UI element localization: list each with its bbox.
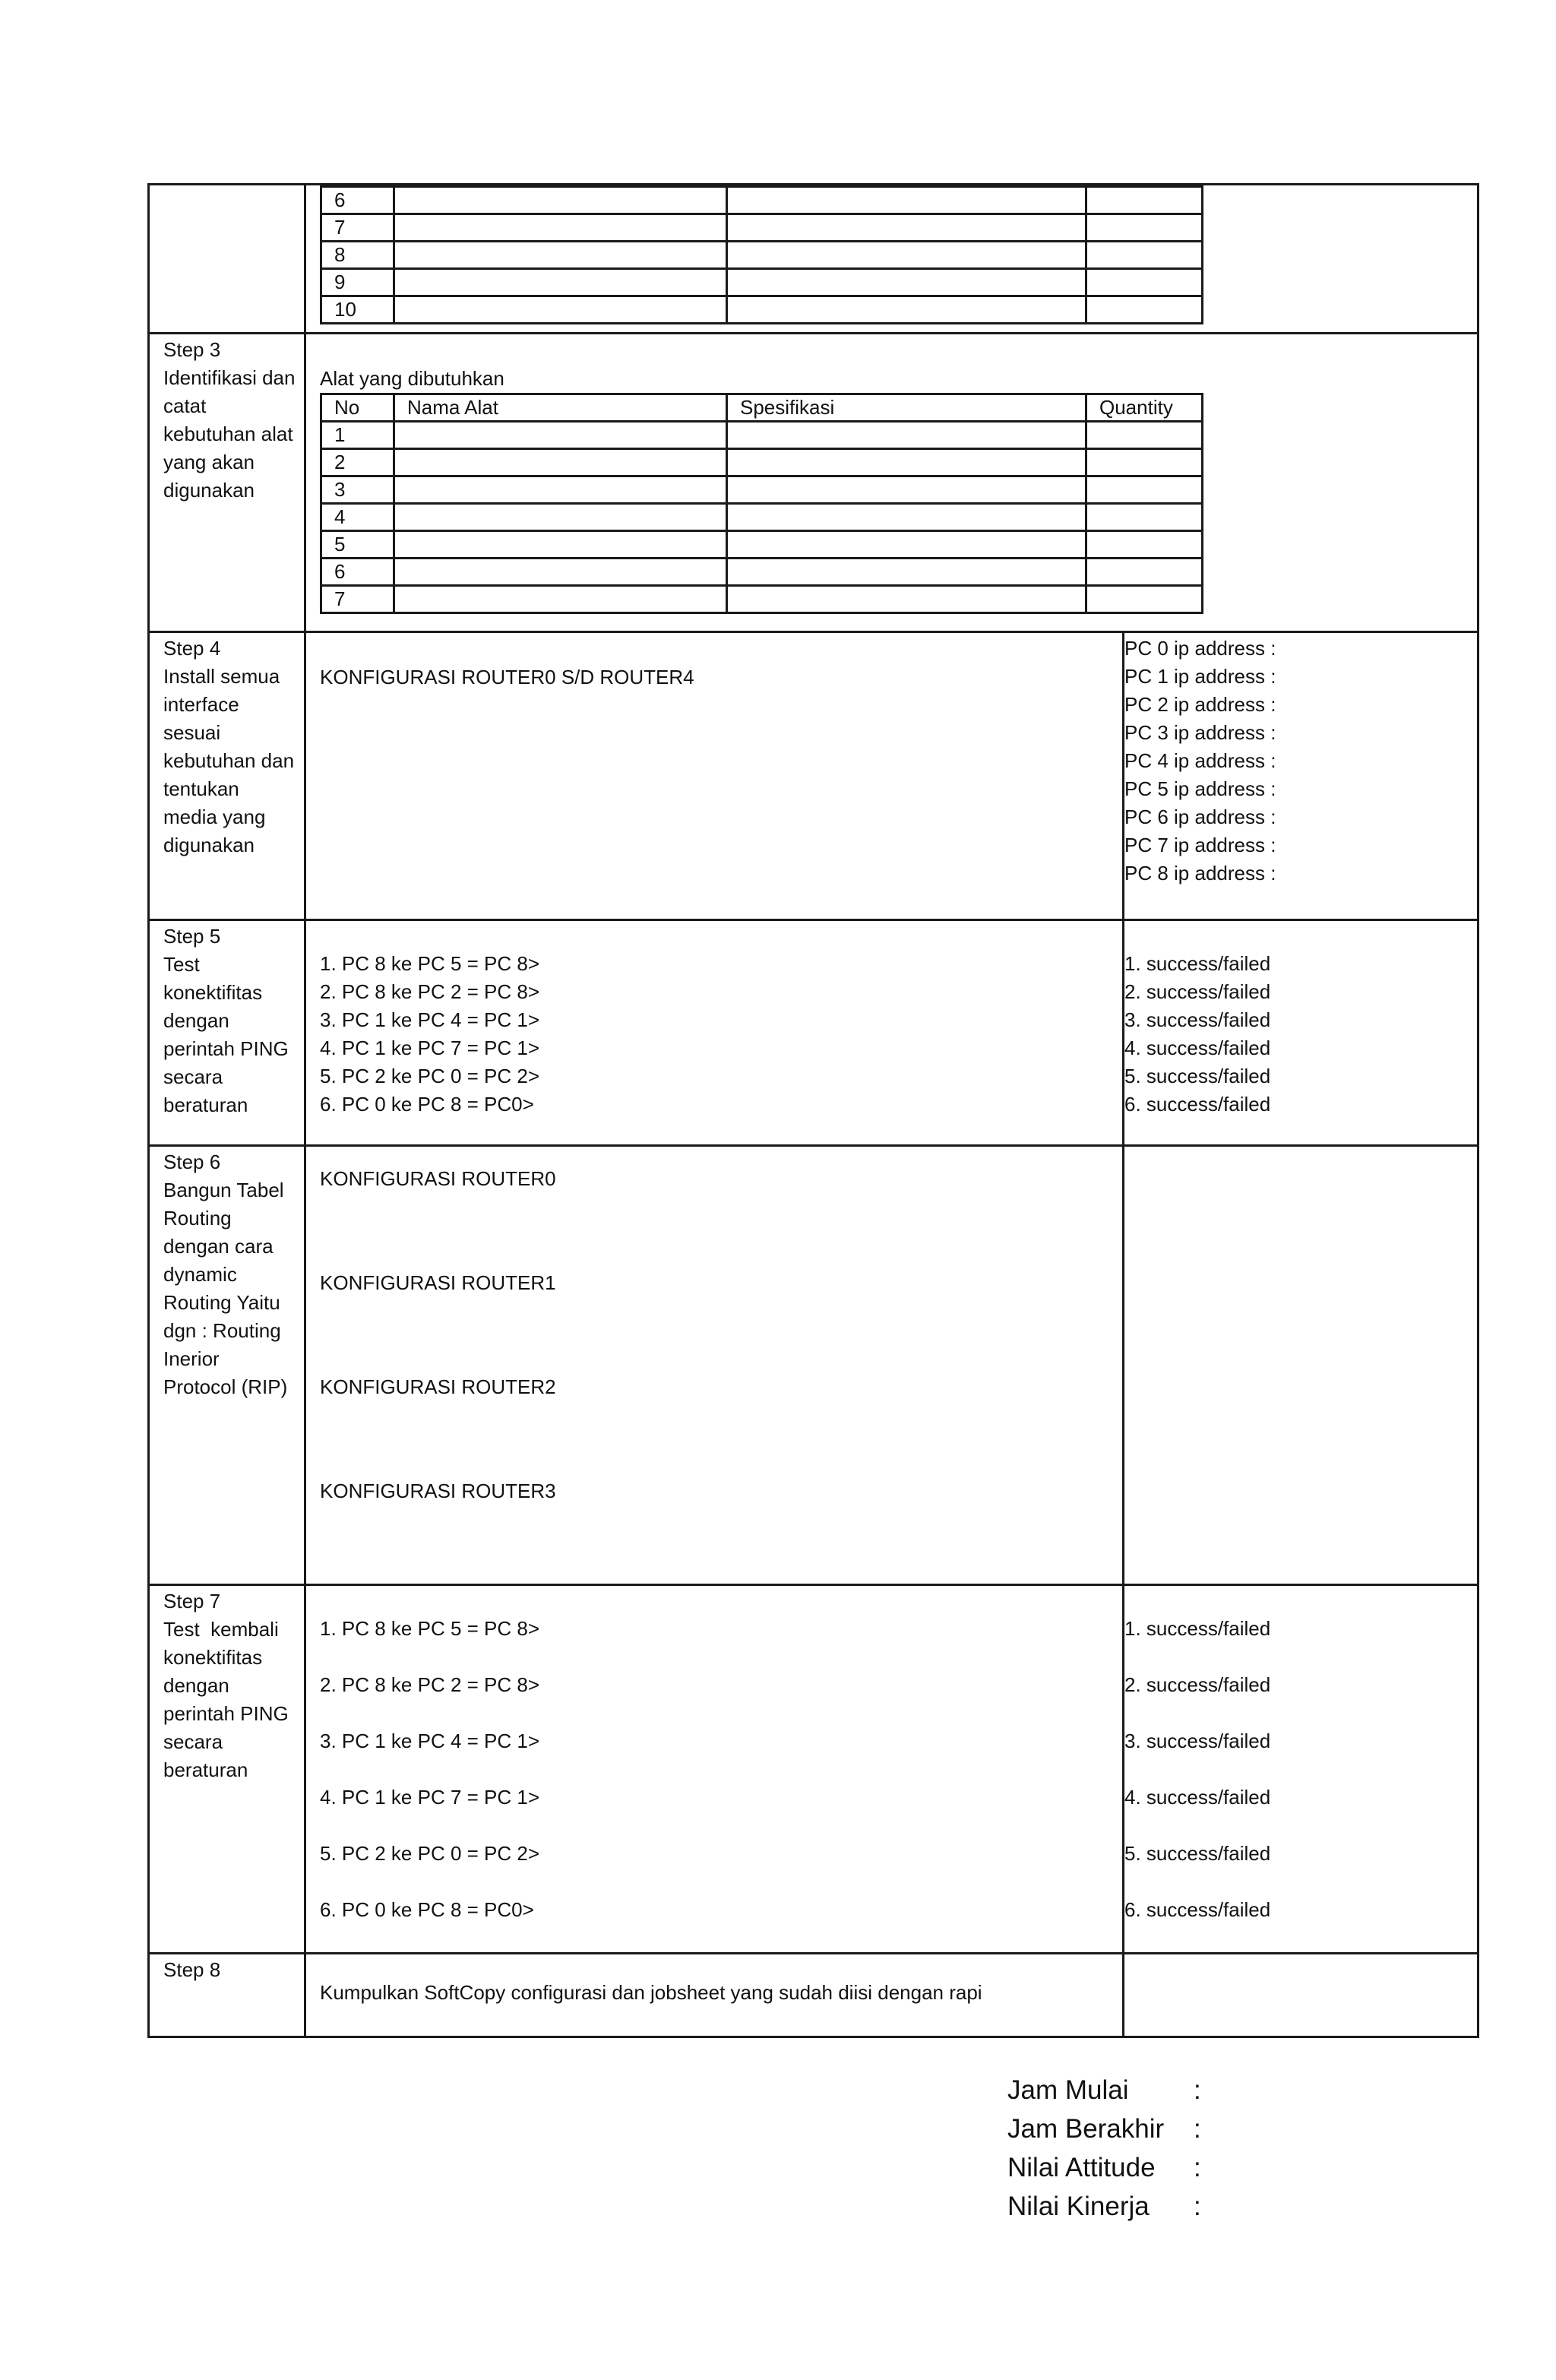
equipment-row xyxy=(321,422,1203,449)
row-number: 5 xyxy=(321,531,394,559)
equipment-row xyxy=(321,531,1203,559)
ip-address-line: PC 5 ip address : xyxy=(1124,777,1276,800)
step-4-label xyxy=(149,632,305,920)
empty-cell xyxy=(1086,296,1203,324)
step-4-ip-list xyxy=(1124,632,1479,920)
empty-cell xyxy=(1086,559,1203,586)
empty-cell xyxy=(394,422,727,449)
empty-cell xyxy=(394,531,727,559)
equipment-row xyxy=(321,296,1203,324)
ip-address-line: PC 0 ip address : xyxy=(1124,637,1276,660)
ping-test-line: 2. PC 8 ke PC 2 = PC 8> xyxy=(320,980,540,1003)
ping-test-line: 4. PC 1 ke PC 7 = PC 1> xyxy=(320,1786,540,1809)
step-7-results xyxy=(1124,1585,1479,1954)
ping-result-line: 4. success/failed xyxy=(1124,1786,1271,1809)
ip-address-line: PC 2 ip address : xyxy=(1124,693,1276,716)
empty-cell xyxy=(1086,242,1203,269)
step-3-row xyxy=(149,334,1479,632)
ping-test-line: 1. PC 8 ke PC 5 = PC 8> xyxy=(320,1617,540,1640)
row-number: 7 xyxy=(321,586,394,613)
ip-address-line: PC 7 ip address : xyxy=(1124,834,1276,856)
empty-cell xyxy=(1086,187,1203,214)
step-5-tests xyxy=(305,920,1124,1146)
empty-cell xyxy=(394,559,727,586)
step-4-row xyxy=(149,632,1479,920)
empty-cell xyxy=(1086,586,1203,613)
equipment-title: Alat yang dibutuhkan xyxy=(320,367,504,390)
empty-cell xyxy=(1086,422,1203,449)
ping-test-line: 5. PC 2 ke PC 0 = PC 2> xyxy=(320,1065,540,1087)
empty-cell xyxy=(394,187,727,214)
empty-cell xyxy=(727,559,1086,586)
row-number: 2 xyxy=(321,449,394,476)
empty-cell xyxy=(1086,449,1203,476)
footer-nilai-kinerja: Nilai Kinerja : xyxy=(1007,2192,1201,2221)
ip-address-line: PC 1 ip address : xyxy=(1124,665,1276,688)
ping-result-line: 4. success/failed xyxy=(1124,1037,1271,1059)
continuation-step-cell xyxy=(149,185,305,334)
ping-test-line: 1. PC 8 ke PC 5 = PC 8> xyxy=(320,952,540,975)
step-5-label xyxy=(149,920,305,1146)
step-7-tests xyxy=(305,1585,1124,1954)
empty-cell xyxy=(394,242,727,269)
empty-cell xyxy=(394,296,727,324)
empty-cell xyxy=(1086,504,1203,531)
ping-result-line: 6. success/failed xyxy=(1124,1898,1271,1921)
ping-result-line: 1. success/failed xyxy=(1124,952,1271,975)
empty-cell xyxy=(727,586,1086,613)
continuation-content-cell xyxy=(305,185,1479,334)
equipment-row xyxy=(321,242,1203,269)
step-8-text: Step 8 xyxy=(163,1958,221,1981)
row-number: 8 xyxy=(321,242,394,269)
ping-result-line: 2. success/failed xyxy=(1124,980,1271,1003)
score-footer xyxy=(1007,2071,1201,2226)
step-6-row xyxy=(149,1146,1479,1585)
step-3-text: Step 3 Identifikasi dan catat kebutuhan alat yang akan digunakan xyxy=(163,338,296,502)
ping-result-line: 6. success/failed xyxy=(1124,1093,1271,1116)
empty-cell xyxy=(727,214,1086,242)
equipment-row xyxy=(321,559,1203,586)
ping-result-line: 2. success/failed xyxy=(1124,1673,1271,1696)
step-6-empty xyxy=(1124,1146,1479,1585)
empty-cell xyxy=(394,476,727,504)
empty-cell xyxy=(727,531,1086,559)
step-7-row xyxy=(149,1585,1479,1954)
ip-address-line: PC 6 ip address : xyxy=(1124,805,1276,828)
step-4-text: Step 4 Install semua interface sesuai kebutuhan dan tentukan media yang digunakan xyxy=(163,637,295,856)
step-7-label xyxy=(149,1585,305,1954)
router-config-line: KONFIGURASI ROUTER1 xyxy=(320,1271,556,1294)
ping-test-line: 2. PC 8 ke PC 2 = PC 8> xyxy=(320,1673,540,1696)
step-8-empty xyxy=(1124,1954,1479,2037)
empty-cell xyxy=(727,504,1086,531)
jobsheet-table xyxy=(147,183,1479,2038)
equipment-row xyxy=(321,476,1203,504)
ping-test-line: 6. PC 0 ke PC 8 = PC0> xyxy=(320,1093,534,1116)
row-number: 6 xyxy=(321,187,394,214)
router-config-line: KONFIGURASI ROUTER3 xyxy=(320,1480,556,1502)
equipment-table-continued xyxy=(320,185,1203,324)
empty-cell xyxy=(727,296,1086,324)
equipment-header-row xyxy=(321,394,1203,422)
row-number: 4 xyxy=(321,504,394,531)
step-4-content xyxy=(305,632,1124,920)
ping-result-line: 5. success/failed xyxy=(1124,1842,1271,1865)
row-number: 6 xyxy=(321,559,394,586)
header-spesifikasi: Spesifikasi xyxy=(727,394,1086,422)
empty-cell xyxy=(1086,476,1203,504)
equipment-row xyxy=(321,504,1203,531)
step-8-label xyxy=(149,1954,305,2037)
row-number: 9 xyxy=(321,269,394,296)
step-6-label xyxy=(149,1146,305,1585)
header-quantity: Quantity xyxy=(1086,394,1203,422)
step-5-text: Step 5 Test konektifitas dengan perintah PING secara beraturan xyxy=(163,925,289,1116)
router-config-line: KONFIGURASI ROUTER0 xyxy=(320,1167,556,1190)
empty-cell xyxy=(727,422,1086,449)
step-3-content xyxy=(305,334,1479,632)
ping-test-line: 4. PC 1 ke PC 7 = PC 1> xyxy=(320,1037,540,1059)
step-4-config-text: KONFIGURASI ROUTER0 S/D ROUTER4 xyxy=(320,666,694,688)
row-number: 7 xyxy=(321,214,394,242)
router-config-line: KONFIGURASI ROUTER2 xyxy=(320,1375,556,1398)
ping-test-line: 6. PC 0 ke PC 8 = PC0> xyxy=(320,1898,534,1921)
header-nama-alat: Nama Alat xyxy=(394,394,727,422)
equipment-row xyxy=(321,449,1203,476)
step-6-configs xyxy=(305,1146,1124,1585)
step-8-instruction: Kumpulkan SoftCopy configurasi dan jobsheet yang sudah diisi dengan rapi xyxy=(320,1981,982,2004)
empty-cell xyxy=(727,449,1086,476)
ping-result-line: 1. success/failed xyxy=(1124,1617,1271,1640)
step-8-row xyxy=(149,1954,1479,2037)
empty-cell xyxy=(394,449,727,476)
step-6-text: Step 6 Bangun Tabel Routing dengan cara dynamic Routing Yaitu dgn : Routing Inerior Protocol (RIP) xyxy=(163,1150,288,1398)
footer-jam-mulai: Jam Mulai : xyxy=(1007,2075,1201,2105)
row-number: 1 xyxy=(321,422,394,449)
empty-cell xyxy=(1086,214,1203,242)
ping-result-line: 3. success/failed xyxy=(1124,1008,1271,1031)
row-number: 10 xyxy=(321,296,394,324)
step-3-label xyxy=(149,334,305,632)
equipment-table xyxy=(320,393,1203,614)
ip-address-line: PC 8 ip address : xyxy=(1124,862,1276,885)
header-no: No xyxy=(321,394,394,422)
step-5-row xyxy=(149,920,1479,1146)
empty-cell xyxy=(727,269,1086,296)
empty-cell xyxy=(727,476,1086,504)
step-5-results xyxy=(1124,920,1479,1146)
ip-address-line: PC 4 ip address : xyxy=(1124,749,1276,772)
equipment-row xyxy=(321,214,1203,242)
empty-cell xyxy=(1086,269,1203,296)
row-number: 3 xyxy=(321,476,394,504)
step-8-content xyxy=(305,1954,1124,2037)
empty-cell xyxy=(394,504,727,531)
empty-cell xyxy=(394,214,727,242)
empty-cell xyxy=(394,586,727,613)
equipment-row xyxy=(321,269,1203,296)
footer-jam-berakhir: Jam Berakhir : xyxy=(1007,2114,1201,2144)
continuation-row xyxy=(149,185,1479,334)
empty-cell xyxy=(394,269,727,296)
ping-test-line: 3. PC 1 ke PC 4 = PC 1> xyxy=(320,1730,540,1752)
ping-test-line: 3. PC 1 ke PC 4 = PC 1> xyxy=(320,1008,540,1031)
equipment-row xyxy=(321,586,1203,613)
ping-test-line: 5. PC 2 ke PC 0 = PC 2> xyxy=(320,1842,540,1865)
step-7-text: Step 7 Test kembali konektifitas dengan perintah PING secara beraturan xyxy=(163,1590,289,1781)
equipment-row xyxy=(321,187,1203,214)
empty-cell xyxy=(1086,531,1203,559)
footer-nilai-attitude: Nilai Attitude : xyxy=(1007,2153,1201,2182)
ip-address-line: PC 3 ip address : xyxy=(1124,721,1276,744)
ping-result-line: 5. success/failed xyxy=(1124,1065,1271,1087)
ping-result-line: 3. success/failed xyxy=(1124,1730,1271,1752)
empty-cell xyxy=(727,242,1086,269)
empty-cell xyxy=(727,187,1086,214)
